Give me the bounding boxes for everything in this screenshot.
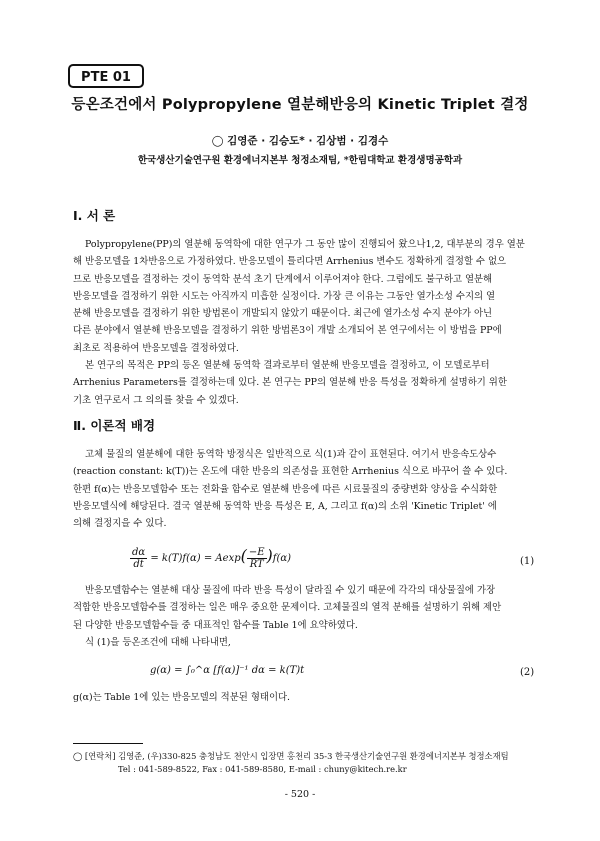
equation-1-number: (1) (520, 556, 535, 567)
text-line: Polypropylene(PP)의 열분해 동역학에 대한 연구가 그 동안 많이 진행되어 왔으나1,2, 대부분의 경우 열분 (85, 239, 525, 250)
text-line: 기초 연구로서 그 의의를 찾을 수 있겠다. (73, 394, 239, 406)
eq1-lhs-numerator: dα (132, 547, 146, 558)
equation-2-number: (2) (520, 667, 535, 678)
intro-paragraph-2 (73, 357, 531, 409)
theory-paragraph-3 (73, 689, 531, 706)
eq1-exp-denominator: RT (249, 559, 264, 570)
text-line: 적합한 반응모델함수를 결정하는 일은 매우 중요한 문제이다. 고체물질의 열적 분해를 설명하기 위해 제안 (73, 602, 502, 614)
text-line: 다른 분야에서 열분해 반응모델을 결정하기 위한 방법론3이 개발 소개되어 본 연구에서는 이 방법을 PP에 (73, 325, 502, 337)
eq1-tail: f(α) (272, 553, 292, 564)
section-heading-introduction: Ⅰ. 서 론 (73, 208, 116, 223)
text-line: (reaction constant: k(T))는 온도에 대한 반응의 의존성을 표현한 Arrhenius 식으로 바꾸어 쓸 수 있다. (73, 466, 508, 478)
eq1-middle: = k(T)f(α) = Aexp (150, 553, 241, 564)
text-line: 한편 f(α)는 반응모델함수 또는 전화율 함수로 열분해 반응에 따른 시료물질의 중량변화 양상을 수식화한 (73, 483, 498, 495)
eq1-exp-fraction (247, 547, 267, 570)
text-line: 반응모델함수는 열분해 대상 물질에 따라 반응 특성이 달라질 수 있기 때문에 각각의 대상물질에 가장 (85, 585, 496, 596)
page-number: - 520 - (284, 789, 316, 800)
text-line: 된 다양한 반응모델함수들 중 대표적인 함수를 Table 1에 요약하였다. (73, 619, 358, 631)
intro-paragraph-1 (73, 236, 531, 357)
text-line: 식 (1)을 등온조건에 대해 나타내면, (85, 636, 231, 648)
footnote-contact: ◯ [연락처] 김영준, (우)330-825 충청남도 천안시 입장면 홍천리 35-3 한국생산기술연구원 환경에너지본부 청정소재팀 (73, 751, 509, 761)
paper-title: 등온조건에서 Polypropylene 열분해반응의 Kinetic Triplet 결정 (71, 97, 529, 113)
paper-code-badge: PTE 01 (68, 64, 144, 88)
theory-paragraph-2 (73, 582, 531, 651)
text-line: g(α)는 Table 1에 있는 반응모델의 적분된 형태이다. (73, 692, 291, 703)
text-line: 반응모델식에 해당된다. 결국 열분해 동역학 반응 특성은 E, A, 그리고 f(α)의 소위 'Kinetic Triplet' 에 (73, 500, 497, 512)
text-line: 최초로 적용하여 반응모델을 결정하였다. (73, 342, 239, 354)
text-line: 본 연구의 목적은 PP의 등온 열분해 동역학 결과로부터 열분해 반응모델을 결정하고, 이 모델로부터 (85, 360, 490, 371)
text-line: Arrhenius Parameters를 결정하는데 있다. 본 연구는 PP의 열분해 반응 특성을 정확하게 설명하기 위한 (73, 377, 507, 389)
footnote-phone-email: Tel : 041-589-8522, Fax : 041-589-8580, E-mail : chuny@kitech.re.kr (118, 764, 407, 774)
text-line: 고체 물질의 열분해에 대한 동역학 방정식은 일반적으로 식(1)과 같이 표현된다. 여기서 반응속도상수 (85, 449, 497, 460)
footnote-divider (73, 743, 143, 744)
author-list: ◯ 김영준 · 김승도* · 김상범 · 김경수 (211, 135, 389, 147)
affiliation: 한국생산기술연구원 환경에너지본부 청정소재팀, *한림대학교 환경생명공학과 (137, 155, 463, 166)
eq1-lhs-denominator: dt (133, 559, 144, 570)
text-line: 해 반응모델을 1차반응으로 가정하였다. 반응모델이 틀리다면 Arrhenius 변수도 정확하게 결정할 수 없으 (73, 256, 507, 268)
section-heading-theory: Ⅱ. 이론적 배경 (73, 418, 156, 433)
theory-paragraph-1 (73, 446, 531, 532)
eq1-lhs-fraction (130, 547, 147, 570)
equation-2: g(α) = ∫₀^α [f(α)]⁻¹ dα = k(T)t (150, 665, 305, 676)
eq1-exp-numerator: −E (248, 547, 265, 558)
text-line: 므로 반응모델을 결정하는 것이 동역학 분석 초기 단계에서 이루어져야 한다. 그럼에도 불구하고 열분해 (73, 273, 493, 285)
equation-1: $\frac{d\alpha}{dt}$ = k(T)f(α) = Aexp( $\frac{-E}{RT}$ )f(α) (132, 546, 292, 570)
text-line: 반응모델을 결정하기 위한 시도는 아직까지 미흡한 실정이다. 가장 큰 이유는 그동안 열가소성 수지의 열 (73, 290, 496, 302)
text-line: 분해 반응모델을 결정하기 위한 방법론이 개발되지 않았기 때문이다. 최근에 열가소성 수지 분야가 아닌 (73, 308, 493, 320)
text-line: 의해 결정지을 수 있다. (73, 518, 167, 530)
